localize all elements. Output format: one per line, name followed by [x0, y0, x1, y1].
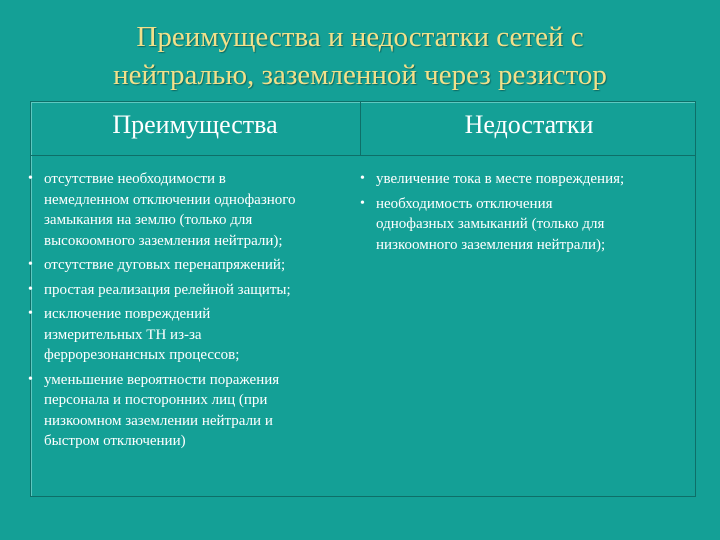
bullet-icon: • [360, 195, 365, 211]
advantage-item-text: отсутствие необходимости в [44, 171, 226, 187]
advantage-item-text: уменьшение вероятности поражения [44, 371, 280, 388]
disadvantage-item [356, 194, 696, 256]
disadvantages-header: Недостатки [464, 110, 594, 139]
advantage-item-text: низкоомном заземлении нейтрали и [44, 412, 273, 429]
advantage-item-text: быстром отключении) [44, 433, 186, 449]
advantages-list [24, 169, 364, 456]
bullet-icon: • [28, 371, 33, 387]
disadvantage-item-text: низкоомного заземления нейтрали); [376, 236, 606, 253]
bullet-icon: • [28, 171, 33, 186]
slide-title-line-1: Преимущества и недостатки сетей с [136, 21, 584, 53]
bullet-icon: • [28, 306, 33, 321]
advantage-item [24, 370, 364, 452]
advantage-item-text: исключение повреждений [44, 306, 211, 322]
advantage-item-text: замыкания на землю (только для [44, 212, 253, 228]
advantage-item-text: немедленном отключении однофазного [44, 191, 296, 208]
advantage-item [24, 280, 364, 301]
advantage-item-text: феррорезонансных процессов; [44, 347, 240, 363]
disadvantage-item-text: увеличение тока в месте повреждения; [376, 171, 625, 187]
advantage-item-text: отсутствие дуговых перенапряжений; [44, 257, 286, 273]
advantage-item [24, 304, 364, 366]
bullet-icon: • [360, 171, 365, 186]
advantages-header: Преимущества [112, 110, 278, 139]
disadvantage-item-text: необходимость отключения [376, 195, 553, 212]
advantage-item [24, 255, 364, 276]
bullet-icon: • [28, 257, 33, 272]
slide-title [0, 18, 720, 94]
bullet-icon: • [28, 281, 33, 297]
disadvantage-item [356, 169, 696, 190]
advantage-item-text: персонала и посторонних лиц (при [44, 392, 268, 408]
disadvantages-list [356, 169, 696, 259]
column-divider [360, 101, 361, 155]
advantage-item-text: высокоомного заземления нейтрали); [44, 232, 283, 249]
advantage-item-text: измерительных ТН из-за [44, 326, 202, 343]
advantage-item [24, 169, 364, 251]
advantage-item-text: простая реализация релейной защиты; [44, 281, 291, 298]
disadvantage-item-text: однофазных замыканий (только для [376, 216, 605, 232]
slide-title-line-2: нейтралью, заземленной через резистор [113, 59, 607, 91]
header-divider [30, 155, 696, 156]
